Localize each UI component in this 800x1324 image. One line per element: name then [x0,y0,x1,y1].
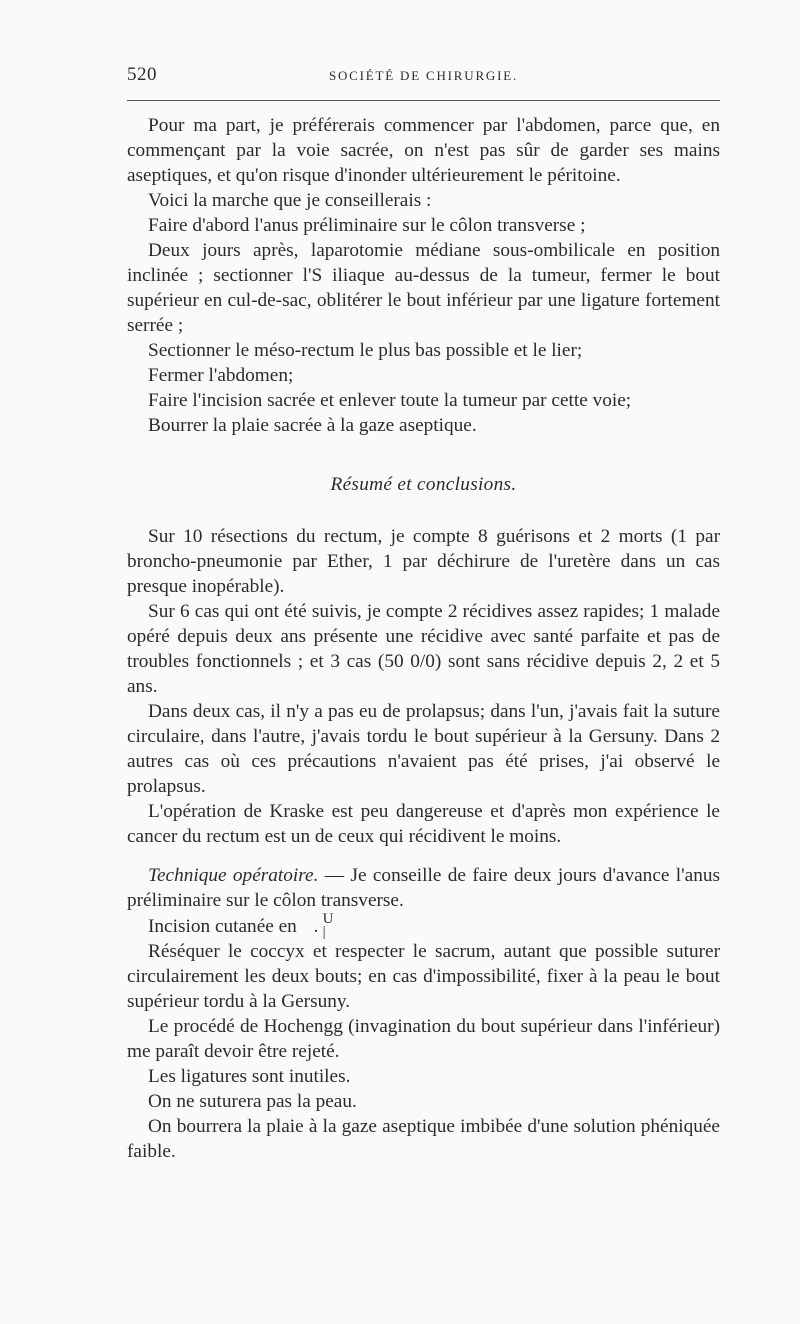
page-header [127,64,720,94]
paragraph: Fermer l'abdomen; [148,365,294,386]
paragraph: Pour ma part, je préférerais commencer par l'abdomen, parce que, en commençant par la voie sacrée, on n'est pas sûr de garder ses mains aseptiques, et qu'on risque d'inonder ultérieurement le péritoine. [127,115,720,186]
technique-lead-rest: — Je conseille de faire deux jours d'avance l'anus préliminaire sur le côlon transverse. [127,865,720,911]
incision-text: Incision cutanée en [148,916,302,937]
incision-shape-glyph [302,911,334,940]
paragraph: L'opération de Kraske est peu dangereuse et d'après mon expérience le cancer du rectum est un de ceux qui récidivent le moins. [127,801,720,847]
paragraph: Voici la marche que je conseillerais : [148,190,432,211]
section-title: Résumé et conclusions. [330,474,517,495]
technique-lead: Technique opératoire. [148,865,319,886]
incision-paragraph [127,913,720,939]
paragraph: On bourrera la plaie à la gaze aseptique imbibée d'une solution phéniquée faible. [127,1116,720,1162]
paragraph: On ne suturera pas la peau. [148,1091,357,1112]
paragraph: Dans deux cas, il n'y a pas eu de prolapsus; dans l'un, j'avais fait la suture circulaire, dans l'autre, j'avais tordu le bout supérieur à la Gersuny. Dans 2 autres cas où ces précautions n'avaient pas été prises, j'ai observé le prolapsus. [127,701,720,797]
technique-paragraph [127,863,720,913]
paragraph: Les ligatures sont inutiles. [148,1066,351,1087]
paragraph: Sur 10 résections du rectum, je compte 8 guérisons et 2 morts (1 par broncho-pneumonie par Ether, 1 par déchirure de l'uretère dans un cas presque inopérable). [127,526,720,597]
paragraph: Faire d'abord l'anus préliminaire sur le côlon transverse ; [148,215,586,236]
glyph-top: U [322,911,334,927]
paragraph: Le procédé de Hochengg (invagination du bout supérieur dans l'inférieur) me paraît devoir être rejeté. [127,1016,720,1062]
paragraph: Réséquer le coccyx et respecter le sacrum, autant que possible suturer circulairement les deux bouts; en cas d'impossibilité, fixer à la peau le bout supérieur tordu à la Gersuny. [127,941,720,1012]
body-text [127,113,720,1164]
incision-end: . [313,916,319,937]
paragraph: Faire l'incision sacrée et enlever toute la tumeur par cette voie; [148,390,632,411]
running-title: SOCIÉTÉ DE CHIRURGIE. [328,68,519,83]
header-rule [127,100,720,101]
page-number: 520 [127,64,157,85]
paragraph: Bourrer la plaie sacrée à la gaze aseptique. [148,415,477,436]
glyph-bottom: | [322,924,326,940]
paragraph: Sur 6 cas qui ont été suivis, je compte 2 récidives assez rapides; 1 malade opéré depuis deux ans présente une récidive avec santé parfaite et pas de troubles fonctionnels ; et 3 cas (50 0/0) sont sans récidive depuis 2, 2 et 5 ans. [127,601,720,697]
paragraph: Deux jours après, laparotomie médiane sous-ombilicale en position inclinée ; sectionner l'S iliaque au-dessus de la tumeur, fermer le bout supérieur en cul-de-sac, oblitérer le bout inférieur par une ligature fortement serrée ; [127,240,720,336]
paragraph: Sectionner le méso-rectum le plus bas possible et le lier; [148,340,583,361]
